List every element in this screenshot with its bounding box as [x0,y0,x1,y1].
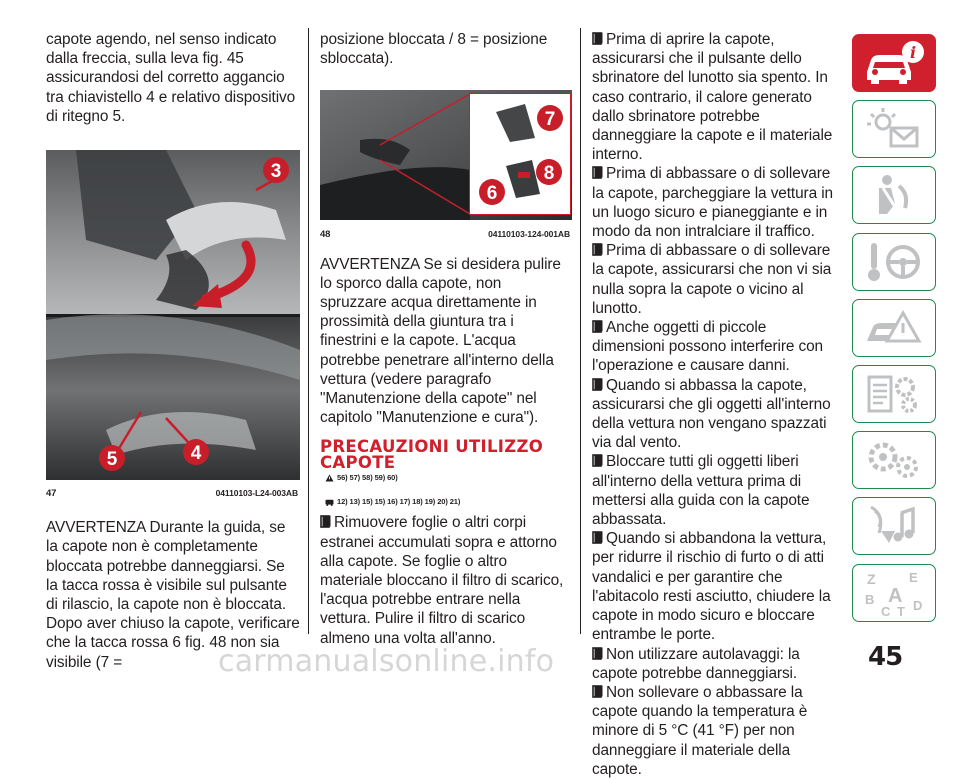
svg-text:C: C [881,603,891,619]
sidebar-item-technical-data[interactable] [852,431,936,489]
bullet-item: Non utilizzare autolavaggi: la capote potrebbe danneggiarsi. [592,645,800,682]
book-icon [592,320,603,333]
safety-seat-icon [861,170,927,220]
sidebar-item-index[interactable] [852,564,936,622]
book-icon [592,378,603,391]
column1-para2: AVVERTENZA Durante la guida, se la capote non è completamente bloccata potrebbe danneggiarsi. Se la tacca rossa è visibile sul pulsante di rilascio, la capote non è bloccata. Dopo aver chiuso la capote, verificare che la tacca rossa 6 fig. 48 non sia visibile (7 = [46,519,300,671]
bullet-item: Prima di abbassare o di sollevare la capote, parcheggiare la vettura in un luogo sicuro e pianeggiante e in modo da non intralciare il traffico. [592,165,833,241]
sidebar-item-multimedia[interactable] [852,497,936,555]
bullet-item: Non sollevare o abbassare la capote quando la temperatura è minore di 5 °C (41 °F) per non danneggiare il materiale della capote. [592,683,808,778]
book-icon [592,243,603,256]
bullet-item: Quando si abbassa la capote, assicurarsi che gli oggetti all'interno della vettura non vengano spazzati via dal vento. [592,376,831,452]
starting-driving-icon [861,237,927,287]
index-icon [861,568,927,618]
book-icon [592,166,603,179]
svg-text:D: D [913,597,923,613]
column-2 [320,30,572,648]
watermark: carmanualsonline.info [218,644,555,679]
svg-text:T: T [897,603,905,619]
svg-text:A: A [888,584,903,607]
figure-code: 04110103-124-001AB [488,228,570,239]
column2-para1: posizione bloccata / 8 = posizione sbloccata). [320,31,548,68]
column-1 [46,30,300,672]
sidebar-item-car-info[interactable] [852,34,936,92]
figure-number: 47 [46,488,57,500]
sidebar-item-starting-driving[interactable] [852,233,936,291]
book-icon [592,685,603,698]
bullet-item: Quando si abbandona la vettura, per ridurre il rischio di furto o di atti vandalici e per garantire che l'abitacolo resti asciutto, chiudere la capote in modo sicuro e bloccare entrambe le porte. [592,530,831,644]
sidebar-item-warning-lights[interactable] [852,100,936,158]
warning-lights-icon [861,104,927,154]
svg-text:E: E [909,569,918,585]
column-divider [308,28,309,634]
warning-refs: 56) 57) 58) 59) 60) [325,473,572,483]
page-number: 45 [868,642,903,672]
section-heading [320,439,572,471]
figure-47-caption [46,487,300,500]
column-3 [592,30,842,779]
figure-47 [46,150,300,500]
warning-triangle-icon [325,474,334,482]
column1-para1: capote agendo, nel senso indicato dalla freccia, sulla leva fig. 45 assicurandosi del corretto aggancio tra chiavistello 4 e relativo dispositivo di ritegno 5. [46,31,296,125]
sidebar-item-maintenance[interactable] [852,365,936,423]
callout-3: 3 [270,161,282,183]
caution-car-icon [325,498,334,506]
technical-data-icon [861,435,927,485]
figure-number: 48 [320,228,331,240]
figure-code: 04110103-L24-003AB [215,488,298,499]
heading-line2: CAPOTE [320,453,396,473]
book-icon [592,531,603,544]
book-icon [592,32,603,45]
callout-5: 5 [106,449,118,471]
callout-6: 6 [486,183,498,205]
book-icon [592,454,603,467]
bullet-item: Bloccare tutti gli oggetti liberi all'interno della vettura prima di mettersi alla guida con la capote abbassata. [592,453,810,529]
figure-48 [320,90,572,240]
emergency-icon [861,303,927,353]
chapter-sidebar [852,34,936,630]
callout-8: 8 [543,163,555,185]
bullet-item: Prima di aprire la capote, assicurarsi che il pulsante dello sbrinatore del lunotto sia spento. In caso contrario, il calore generato dallo sbrinatore potrebbe danneggiare la capote e il materiale interno. [592,31,833,164]
svg-text:Z: Z [867,570,876,587]
book-icon [592,647,603,660]
book-icon [320,515,331,528]
sidebar-item-emergency[interactable] [852,299,936,357]
caution-refs: 12) 13) 15) 15) 16) 17) 18) 19) 20) 21) [325,497,572,507]
callout-4: 4 [190,443,202,465]
multimedia-icon [861,501,927,551]
callout-7: 7 [544,109,556,131]
sidebar-item-safety[interactable] [852,166,936,224]
column-divider [580,28,581,634]
heading-line1: PRECAUZIONI UTILIZZO [320,437,544,457]
column2-para2: AVVERTENZA Se si desidera pulire lo sporco dalla capote, non spruzzare acqua direttamente in prossimità della giuntura tra i finestrini e la capote. L'acqua potrebbe penetrare all'interno della vettura (vedere paragrafo "Manutenzione della capote" nel capitolo "Manutenzione e cura"). [320,255,561,427]
figure-48-caption [320,228,572,241]
bullet-item: Anche oggetti di piccole dimensioni possono interferire con l'operazione e causare danni. [592,319,824,375]
figure-48-image [320,90,572,220]
car-info-icon [861,38,927,88]
svg-text:i: i [909,43,917,62]
maintenance-icon [861,369,927,419]
bullet-item: Rimuovere foglie o altri corpi estranei accumulati sopra e attorno alla capote. Se foglie o altro materiale bloccano il filtro di scarico, l'acqua potrebbe entrare nella vettura. Pulire il filtro di scarico almeno una volta all'anno. [320,514,564,647]
figure-47-image [46,150,300,480]
bullet-item: Prima di abbassare o di sollevare la capote, assicurarsi che non vi sia nulla sopra la capote o vicino al lunotto. [592,242,832,317]
svg-text:B: B [865,591,875,607]
